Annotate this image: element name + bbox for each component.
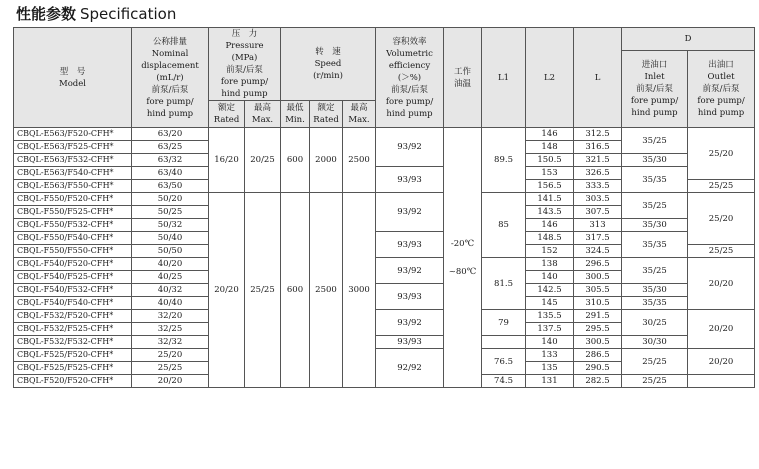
header-efficiency: 容积效率 Volumetric efficiency (＞%) 前泵/后泵 fore pump/ hind pump xyxy=(376,28,444,128)
l1-cell: 76.5 xyxy=(482,349,526,375)
inlet-cell: 30/25 xyxy=(622,310,688,336)
l2-cell: 141.5 xyxy=(526,193,574,206)
speed-max-cell: 3000 xyxy=(343,193,376,388)
model-cell: CBQL-F540/F525-CFH* xyxy=(14,271,132,284)
header-inlet: 进油口 Inlet 前泵/后泵 fore pump/ hind pump xyxy=(622,51,688,128)
l2-cell: 143.5 xyxy=(526,206,574,219)
displacement-cell: 50/40 xyxy=(132,232,209,245)
model-cell: CBQL-F532/F532-CFH* xyxy=(14,336,132,349)
model-cell: CBQL-E563/F520-CFH* xyxy=(14,128,132,141)
displacement-cell: 40/32 xyxy=(132,284,209,297)
header-displacement: 公称排量 Nominal displacement (mL/r) 前泵/后泵 fore pump/ hind pump xyxy=(132,28,209,128)
model-cell: CBQL-E563/F540-CFH* xyxy=(14,167,132,180)
l2-cell: 131 xyxy=(526,375,574,388)
l2-cell: 153 xyxy=(526,167,574,180)
displacement-cell: 32/32 xyxy=(132,336,209,349)
l-cell: 333.5 xyxy=(574,180,622,193)
l-cell: 290.5 xyxy=(574,362,622,375)
l-cell: 316.5 xyxy=(574,141,622,154)
l-cell: 300.5 xyxy=(574,271,622,284)
l-cell: 305.5 xyxy=(574,284,622,297)
displacement-cell: 63/50 xyxy=(132,180,209,193)
efficiency-cell: 93/92 xyxy=(376,128,444,167)
efficiency-cell: 93/92 xyxy=(376,258,444,284)
header-speed-rated: 额定 Rated xyxy=(310,101,343,128)
model-cell: CBQL-F540/F540-CFH* xyxy=(14,297,132,310)
l2-cell: 133 xyxy=(526,349,574,362)
table-row xyxy=(14,349,755,362)
pressure-max-cell: 25/25 xyxy=(245,193,281,388)
model-cell: CBQL-E563/F550-CFH* xyxy=(14,180,132,193)
l1-cell xyxy=(482,336,526,349)
inlet-cell: 35/35 xyxy=(622,297,688,310)
displacement-cell: 50/32 xyxy=(132,219,209,232)
l-cell: 295.5 xyxy=(574,323,622,336)
efficiency-cell: 93/93 xyxy=(376,284,444,310)
model-cell: CBQL-F550/F550-CFH* xyxy=(14,245,132,258)
efficiency-cell: 93/92 xyxy=(376,310,444,336)
displacement-cell: 25/25 xyxy=(132,362,209,375)
displacement-cell: 40/20 xyxy=(132,258,209,271)
header-l2: L2 xyxy=(526,28,574,128)
l-cell: 307.5 xyxy=(574,206,622,219)
l2-cell: 148.5 xyxy=(526,232,574,245)
efficiency-cell: 93/93 xyxy=(376,336,444,349)
outlet-cell xyxy=(688,375,755,388)
page-title: 性能参数 Specification xyxy=(16,5,177,23)
displacement-cell: 32/20 xyxy=(132,310,209,323)
pressure-rated-cell: 16/20 xyxy=(209,128,245,193)
displacement-cell: 40/25 xyxy=(132,271,209,284)
efficiency-cell: 93/92 xyxy=(376,193,444,232)
inlet-cell: 35/35 xyxy=(622,167,688,193)
outlet-cell: 25/25 xyxy=(688,245,755,258)
table-row xyxy=(14,336,755,349)
l1-cell: 89.5 xyxy=(482,128,526,193)
displacement-cell: 32/25 xyxy=(132,323,209,336)
displacement-cell: 63/32 xyxy=(132,154,209,167)
l2-cell: 150.5 xyxy=(526,154,574,167)
l2-cell: 140 xyxy=(526,336,574,349)
inlet-cell: 35/25 xyxy=(622,128,688,154)
header-pressure-rated: 额定 Rated xyxy=(209,101,245,128)
inlet-cell: 35/30 xyxy=(622,219,688,232)
speed-min-cell: 600 xyxy=(281,193,310,388)
l2-cell: 156.5 xyxy=(526,180,574,193)
model-cell: CBQL-E563/F525-CFH* xyxy=(14,141,132,154)
table-row xyxy=(14,258,755,271)
displacement-cell: 63/20 xyxy=(132,128,209,141)
l-cell: 310.5 xyxy=(574,297,622,310)
table-row xyxy=(14,232,755,245)
inlet-cell: 35/25 xyxy=(622,258,688,284)
model-cell: CBQL-F550/F532-CFH* xyxy=(14,219,132,232)
header-l: L xyxy=(574,28,622,128)
l2-cell: 137.5 xyxy=(526,323,574,336)
displacement-cell: 63/25 xyxy=(132,141,209,154)
l1-cell: 85 xyxy=(482,193,526,258)
speed-rated-cell: 2000 xyxy=(310,128,343,193)
l-cell: 321.5 xyxy=(574,154,622,167)
speed-min-cell: 600 xyxy=(281,128,310,193)
pressure-rated-cell: 20/20 xyxy=(209,193,245,388)
l-cell: 326.5 xyxy=(574,167,622,180)
l-cell: 286.5 xyxy=(574,349,622,362)
l2-cell: 140 xyxy=(526,271,574,284)
header-oil-temp: 工作 油温 xyxy=(444,28,482,128)
outlet-cell: 25/20 xyxy=(688,128,755,180)
outlet-cell: 20/20 xyxy=(688,310,755,349)
displacement-cell: 50/50 xyxy=(132,245,209,258)
model-cell: CBQL-F540/F520-CFH* xyxy=(14,258,132,271)
efficiency-cell: 93/93 xyxy=(376,167,444,193)
inlet-cell: 35/25 xyxy=(622,193,688,219)
outlet-cell: 25/25 xyxy=(688,180,755,193)
displacement-cell: 50/25 xyxy=(132,206,209,219)
model-cell: CBQL-F550/F525-CFH* xyxy=(14,206,132,219)
l2-cell: 138 xyxy=(526,258,574,271)
l1-cell: 81.5 xyxy=(482,258,526,310)
outlet-cell: 25/20 xyxy=(688,193,755,245)
header-l1: L1 xyxy=(482,28,526,128)
header-speed: 转 速 Speed (r/min) xyxy=(281,28,376,101)
model-cell: CBQL-F532/F525-CFH* xyxy=(14,323,132,336)
displacement-cell: 20/20 xyxy=(132,375,209,388)
model-cell: CBQL-F532/F520-CFH* xyxy=(14,310,132,323)
model-cell: CBQL-F550/F540-CFH* xyxy=(14,232,132,245)
efficiency-cell: 92/92 xyxy=(376,349,444,388)
inlet-cell: 25/25 xyxy=(622,349,688,375)
header-d: D xyxy=(622,28,755,51)
efficiency-cell: 93/93 xyxy=(376,232,444,258)
speed-rated-cell: 2500 xyxy=(310,193,343,388)
model-cell: CBQL-F520/F520-CFH* xyxy=(14,375,132,388)
inlet-cell: 30/30 xyxy=(622,336,688,349)
l2-cell: 146 xyxy=(526,128,574,141)
l-cell: 312.5 xyxy=(574,128,622,141)
pressure-max-cell: 20/25 xyxy=(245,128,281,193)
specification-table xyxy=(13,27,755,388)
header-pressure: 压 力 Pressure (MPa) 前泵/后泵 fore pump/ hind pump xyxy=(209,28,281,101)
oil-temp-cell: -20℃ ~80℃ xyxy=(444,128,482,388)
l2-cell: 142.5 xyxy=(526,284,574,297)
header-outlet: 出油口 Outlet 前泵/后泵 fore pump/ hind pump xyxy=(688,51,755,128)
model-cell: CBQL-E563/F532-CFH* xyxy=(14,154,132,167)
inlet-cell: 35/35 xyxy=(622,232,688,258)
table-row xyxy=(14,284,755,297)
l-cell: 296.5 xyxy=(574,258,622,271)
model-cell: CBQL-F540/F532-CFH* xyxy=(14,284,132,297)
outlet-cell: 20/20 xyxy=(688,258,755,310)
inlet-cell: 25/25 xyxy=(622,375,688,388)
l1-cell: 79 xyxy=(482,310,526,336)
l-cell: 303.5 xyxy=(574,193,622,206)
header-model: 型 号 Model xyxy=(14,28,132,128)
speed-max-cell: 2500 xyxy=(343,128,376,193)
l-cell: 313 xyxy=(574,219,622,232)
inlet-cell: 35/30 xyxy=(622,154,688,167)
l2-cell: 148 xyxy=(526,141,574,154)
l1-cell: 74.5 xyxy=(482,375,526,388)
outlet-cell: 20/20 xyxy=(688,349,755,375)
table-row xyxy=(14,310,755,323)
l-cell: 324.5 xyxy=(574,245,622,258)
l2-cell: 145 xyxy=(526,297,574,310)
inlet-cell: 35/30 xyxy=(622,284,688,297)
header-pressure-max: 最高 Max. xyxy=(245,101,281,128)
l2-cell: 135 xyxy=(526,362,574,375)
l-cell: 291.5 xyxy=(574,310,622,323)
displacement-cell: 40/40 xyxy=(132,297,209,310)
l2-cell: 146 xyxy=(526,219,574,232)
displacement-cell: 50/20 xyxy=(132,193,209,206)
displacement-cell: 25/20 xyxy=(132,349,209,362)
table-row xyxy=(14,128,755,141)
model-cell: CBQL-F550/F520-CFH* xyxy=(14,193,132,206)
model-cell: CBQL-F525/F525-CFH* xyxy=(14,362,132,375)
l-cell: 300.5 xyxy=(574,336,622,349)
table-row xyxy=(14,193,755,206)
l2-cell: 135.5 xyxy=(526,310,574,323)
l-cell: 317.5 xyxy=(574,232,622,245)
header-speed-max: 最高 Max. xyxy=(343,101,376,128)
l2-cell: 152 xyxy=(526,245,574,258)
displacement-cell: 63/40 xyxy=(132,167,209,180)
l-cell: 282.5 xyxy=(574,375,622,388)
header-speed-min: 最低 Min. xyxy=(281,101,310,128)
model-cell: CBQL-F525/F520-CFH* xyxy=(14,349,132,362)
table-row xyxy=(14,167,755,180)
